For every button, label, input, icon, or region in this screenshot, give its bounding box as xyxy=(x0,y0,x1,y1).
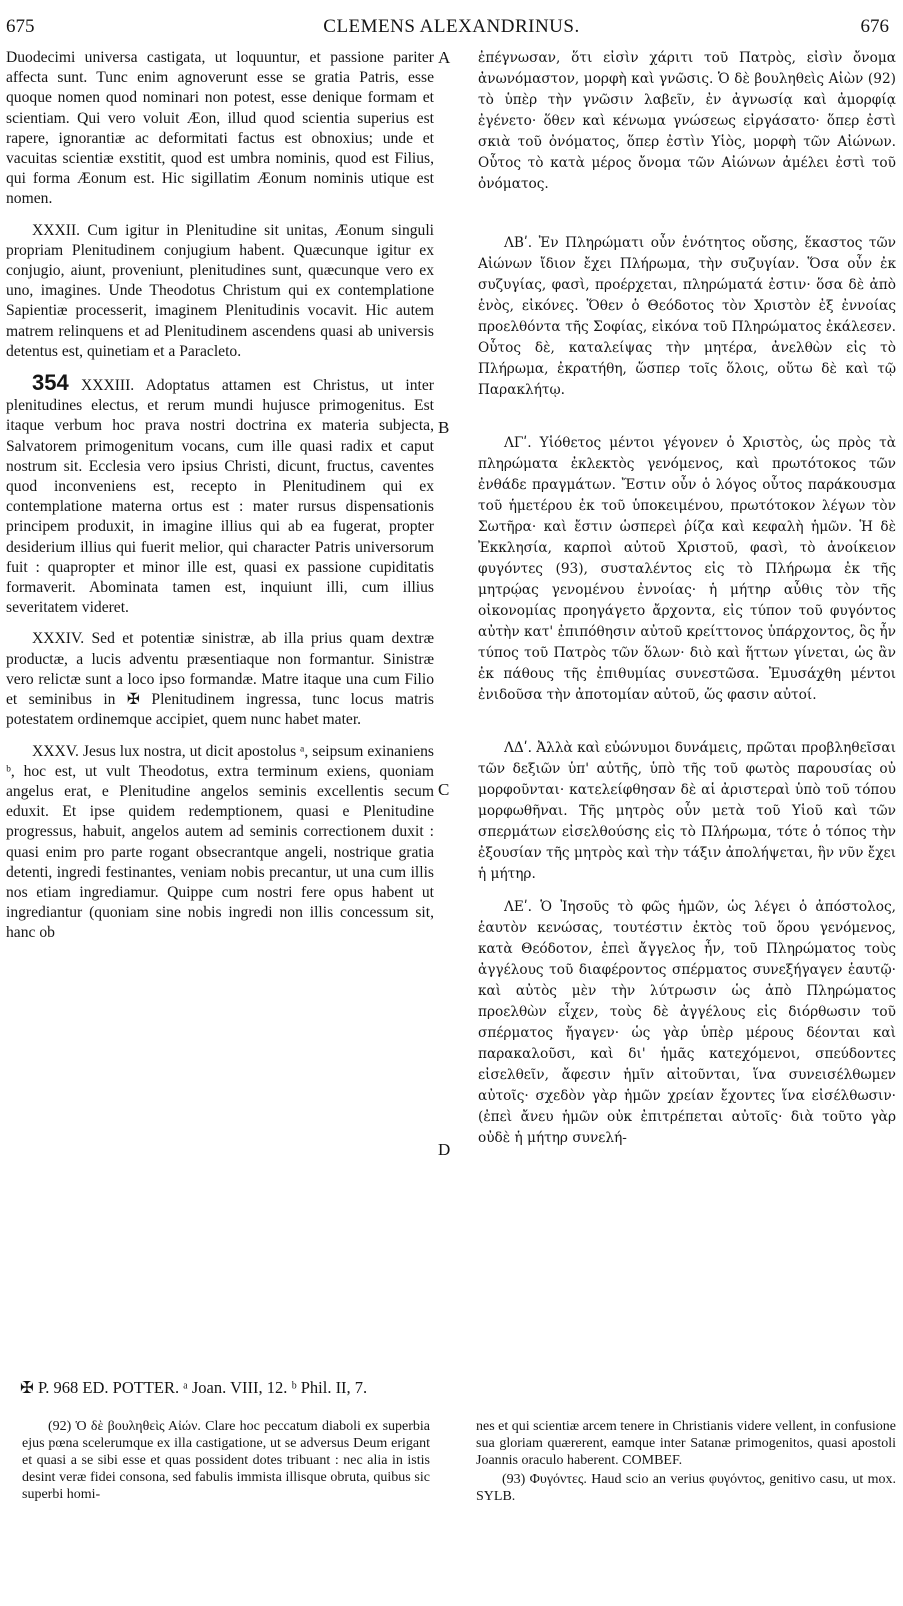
footnote-92: (92) Ὁ δὲ βουληθεὶς Αἰών. Clare hoc peccatum diaboli ex superbia ejus pœna scelerumque ex illa castigatione, ut se adversus Deum erigant et quasi a se sibi esse et quas possident dotes tribuant : nec alia in istis desint veræ fidei consona, sed fabulis immista illisque obruta, quibus sic superbi homi- xyxy=(22,1419,430,1502)
greek-column xyxy=(478,48,896,1149)
greek-paragraph: ΛΕʹ. Ὁ Ἰησοῦς τὸ φῶς ἡμῶν, ὡς λέγει ὁ ἀπόστολος, ἑαυτὸν κενώσας, τουτέστιν ἐκτὸς τοῦ ὅρου γενόμενος, κατὰ Θεόδοτον, ἐπεὶ ἄγγελος ἦν, τοῦ Πληρώματος τοὺς ἀγγέλους τοῦ διαφέροντος σπέρματος συνεξήγαγεν ἑαυτῷ· καὶ αὐτὸς μὲν τὴν λύτρωσιν ὡς ἀπὸ Πληρώματος προελθὼν εἶχεν, τοὺς δὲ ἀγγέλους εἰς διόρθωσιν τοῦ σπέρματος ἤγαγεν· ὡς γὰρ ὑπὲρ μέρους δέονται καὶ παρακαλοῦσι, καὶ δι' ἡμᾶς κατεχόμενοι, σπεύδοντες εἰσελθεῖν, ἄφεσιν ἡμῖν αἰτοῦνται, ἵνα συνεισέλθωμεν αὐτοῖς· σχεδὸν γὰρ ἡμῶν χρείαν ἔχοντες ἵνα εἰσέλθωσιν· (ἐπεὶ ἄνευ ἡμῶν οὐκ ἐπιτρέπεται αὐτοῖς· διὰ τοῦτο γὰρ οὐδὲ ἡ μήτηρ συνελή- xyxy=(478,899,896,1146)
latin-paragraph: XXXV. Jesus lux nostra, ut dicit apostolus ᵃ, seipsum exinaniens ᵇ, hoc est, ut vult Theodotus, extra terminum exiens, quoniam angelus erat, e Plenitudine angelos seminis excellentis secum eduxit. Et ipse quidem redemptionem, quasi e Plenitudine progressus, habuit, angelos autem ad seminis correctionem duxit : quasi enim pro parte rogant obsecrantque angeli, nostrique gratia detenti, ingredi festinantes, veniam nobis precantur, ut una cum illis nos etiam ingrediamur. Quippe cum nostri fere opus habent ut ingrediantur (quoniam sine nobis ingredi non illis concessum sit, hanc ob xyxy=(6,742,434,942)
greek-paragraph: ΛΒʹ. Ἐν Πληρώματι οὖν ἑνότητος οὔσης, ἕκαστος τῶν Αἰώνων ἴδιον ἔχει Πλήρωμα, τὴν συζυγίαν. Ὅσα οὖν ἐκ συζυγίας, φασὶ, προέρχεται, πληρώματά ἐστιν· ὅσα δὲ ἀπὸ ἑνὸς, εἰκόνες. Ὅθεν ὁ Θεόδοτος τὸν Χριστὸν ἐξ ἐννοίας προελθόντα τῆς Σοφίας, εἰκόνα τοῦ Πληρώματος ἐκάλεσεν. Οὗτος δὲ, καταλείψας τὴν μητέρα, ἀνελθὼν εἰς τὸ Πλήρωμα, ἐκρατήθη, ὥσπερ τοῖς ὅλοις, οὕτω δὲ καὶ τῷ Παρακλήτῳ. xyxy=(478,235,896,398)
running-title: CLEMENS ALEXANDRINUS. xyxy=(323,16,580,37)
latin-paragraph: Duodecimi universa castigata, ut loquuntur, et passione pariter affecta sunt. Tunc enim agnoverunt esse se gratia Patris, esse quoque nomen quod nominari non potest, esse denique formam et scientiam. Qui vero voluit Æon, illud quod scientia superius est rapere, ignorantiæ ac deformitati factus est obnoxius; unde et vacuitas scientiæ exstitit, quod est umbra nominis, quod est Filius, qui forma Æonum est. Hic sigillatim Æonum nominis utique est nomen. xyxy=(6,49,434,208)
footnote-column-left xyxy=(22,1418,430,1503)
greek-paragraph: ΛΓʹ. Υἱόθετος μέντοι γέγονεν ὁ Χριστὸς, ὡς πρὸς τὰ πληρώματα ἐκλεκτὸς γενόμενος, καὶ πρωτότοκος τῶν ἐνθάδε πραγμάτων. Ἔστιν οὖν ὁ λόγος οὗτος παράκουσμα τοῦ ἡμετέρου ἐκ τοῦ ὑποκειμένου, πρωτότοκον λέγων τὸν Σωτῆρα· καὶ ἔστιν ὡσπερεὶ ῥίζα καὶ κεφαλὴ ἡμῶν. Ἡ δὲ Ἐκκλησία, καρποὶ αὐτοῦ Χριστοῦ, φασὶ, τὸ ἀνοίκειον φυγόντες (93), συσταλέντος εἰς τὸ Πλήρωμα ἐκ τῆς μητρῴας γενομένου ἐννοίας· ἡ μήτηρ αὖθις τὸν τῆς οἰκονομίας προηγάγετο ἄρχοντα, εἰς τύπον τοῦ φυγόντος αὐτὴν κατ' ἐπιπόθησιν αὐτοῦ κρείττονος ὑπάρχοντος, ὃς ἦν τύπος τοῦ Πατρὸς τῶν ὅλων· διὸ καὶ ἥττων γίνεται, ὡς ἂν ἐκ πάθους τῆς ἐπιθυμίας συνεστῶσα. Ἐμυσάχθη μέντοι ἐνιδοῦσα τὴν ἀποτομίαν αὐτοῦ, ὥς φασιν αὐτοί. xyxy=(478,435,896,703)
margin-marker-d: D xyxy=(438,1140,451,1159)
page-number-left: 675 xyxy=(6,16,35,37)
greek-paragraph: ἐπέγνωσαν, ὅτι εἰσὶν χάριτι τοῦ Πατρὸς, εἰσὶν ὄνομα ἀνωνόμαστον, μορφὴ καὶ γνῶσις. Ὁ δὲ βουληθεὶς Αἰὼν (92) τὸ ὑπὲρ τὴν γνῶσιν λαβεῖν, ἐν ἀγνωσίᾳ καὶ ἀμορφίᾳ ἐγένετο· ὅθεν καὶ κένωμα γνώσεως εἰργάσατο· ὅπερ ἐστὶ σκιὰ τοῦ ὀνόματος, ὅπερ ἐστὶν Υἱὸς, μορφὴ τῶν Αἰώνων. Οὗτος τὸ κατὰ μέρος ὄνομα τῶν Αἰώνων ἀμέλει ἐστὶ τοῦ ὀνόματος. xyxy=(478,50,896,192)
page-header xyxy=(0,16,903,42)
footnote-column-right xyxy=(476,1418,896,1505)
footnote-92-continued: nes et qui scientiæ arcem tenere in Christianis videre vellent, in confusione sua gloriam quærerent, eamque inter Satanæ primogenitos, quasi apostoli Joannis oraculo haberent. COMBEF. xyxy=(476,1419,896,1468)
section-number-354: 354 xyxy=(32,370,69,396)
latin-column xyxy=(6,48,434,944)
latin-paragraph: XXXII. Cum igitur in Plenitudine sit unitas, Æonum singuli propriam Plenitudinem conjugium habent. Quæcunque igitur ex conjugio, aiunt, proveniunt, plenitudines sunt, quæcunque vero ex uno, imagines. Unde Theodotus Christum qui ex contemplatione Sapientiæ processerit, imaginem Plenitudinis vocavit. Hic autem matrem relinquens et ad Plenitudinem ascendens quasi ab universis detentus est, quinetiam et a Paracleto. xyxy=(6,221,434,360)
latin-paragraph-354 xyxy=(6,370,434,618)
margin-marker-b: B xyxy=(438,418,450,437)
page-number-right: 676 xyxy=(860,16,889,37)
margin-marker-a: A xyxy=(438,48,451,67)
latin-paragraph-text: XXXIII. Adoptatus attamen est Christus, ut inter plenitudines electus, et rerum mundi hujusce primogenitus. Est itaque verbum hoc prava nostri doctrina ex materia subjecta, Salvatorem primogenitum vocans, cum ille quasi radix et caput nostrum sit. Ecclesia vero ipsius Christi, dicunt, fructus, caventes quod inconveniens est, recepto in Plenitudinem qui ex contemplatione materna ortus est : mater rursus dispensationis principem produxit, in imagine illius qui ab ea fugerat, propter desiderium illius qui fuerit melior, qui character Patris universorum fuit : quapropter et minor ille est, quasi ex passione cupiditatis formaverit. Abominata tamen est, inquiunt illi, cum illius severitatem videret. xyxy=(6,377,434,617)
margin-marker-c: C xyxy=(438,780,450,799)
latin-paragraph: XXXIV. Sed et potentiæ sinistræ, ab illa prius quam dextræ productæ, a lucis adventu præsentiaque non formantur. Sinistræ vero relictæ sunt a loco ipso formandæ. Matre itaque una cum Filio et seminibus in ✠ Plenitudinem ingressa, tunc locus matris potestatem ordinemque accipiet, quem nunc habet mater. xyxy=(6,630,434,729)
footnote-93: (93) Φυγόντες. Haud scio an verius φυγόντος, genitivo casu, ut mox. SYLB. xyxy=(476,1472,896,1504)
footnote-reference-line: ✠ P. 968 ED. POTTER. ᵃ Joan. VIII, 12. ᵇ Phil. II, 7. xyxy=(20,1378,368,1397)
greek-paragraph: ΛΔʹ. Ἀλλὰ καὶ εὐώνυμοι δυνάμεις, πρῶται προβληθεῖσαι τῶν δεξιῶν ὑπ' αὐτῆς, ὑπὸ τῆς τοῦ φωτὸς παρουσίας οὐ μορφοῦνται· κατελείφθησαν δὲ αἱ ἀριστεραὶ ὑπὸ τοῦ τόπου μορφωθῆναι. Τῆς μητρὸς οὖν μετὰ τοῦ Υἱοῦ καὶ τῶν σπερμάτων εἰσελθούσης εἰς τὸ Πλήρωμα, τότε ὁ τόπος τὴν ἐξουσίαν τῆς μητρὸς καὶ τὴν τάξιν ἀπολήψεται, ἣν νῦν ἔχει ἡ μήτηρ. xyxy=(478,740,896,882)
